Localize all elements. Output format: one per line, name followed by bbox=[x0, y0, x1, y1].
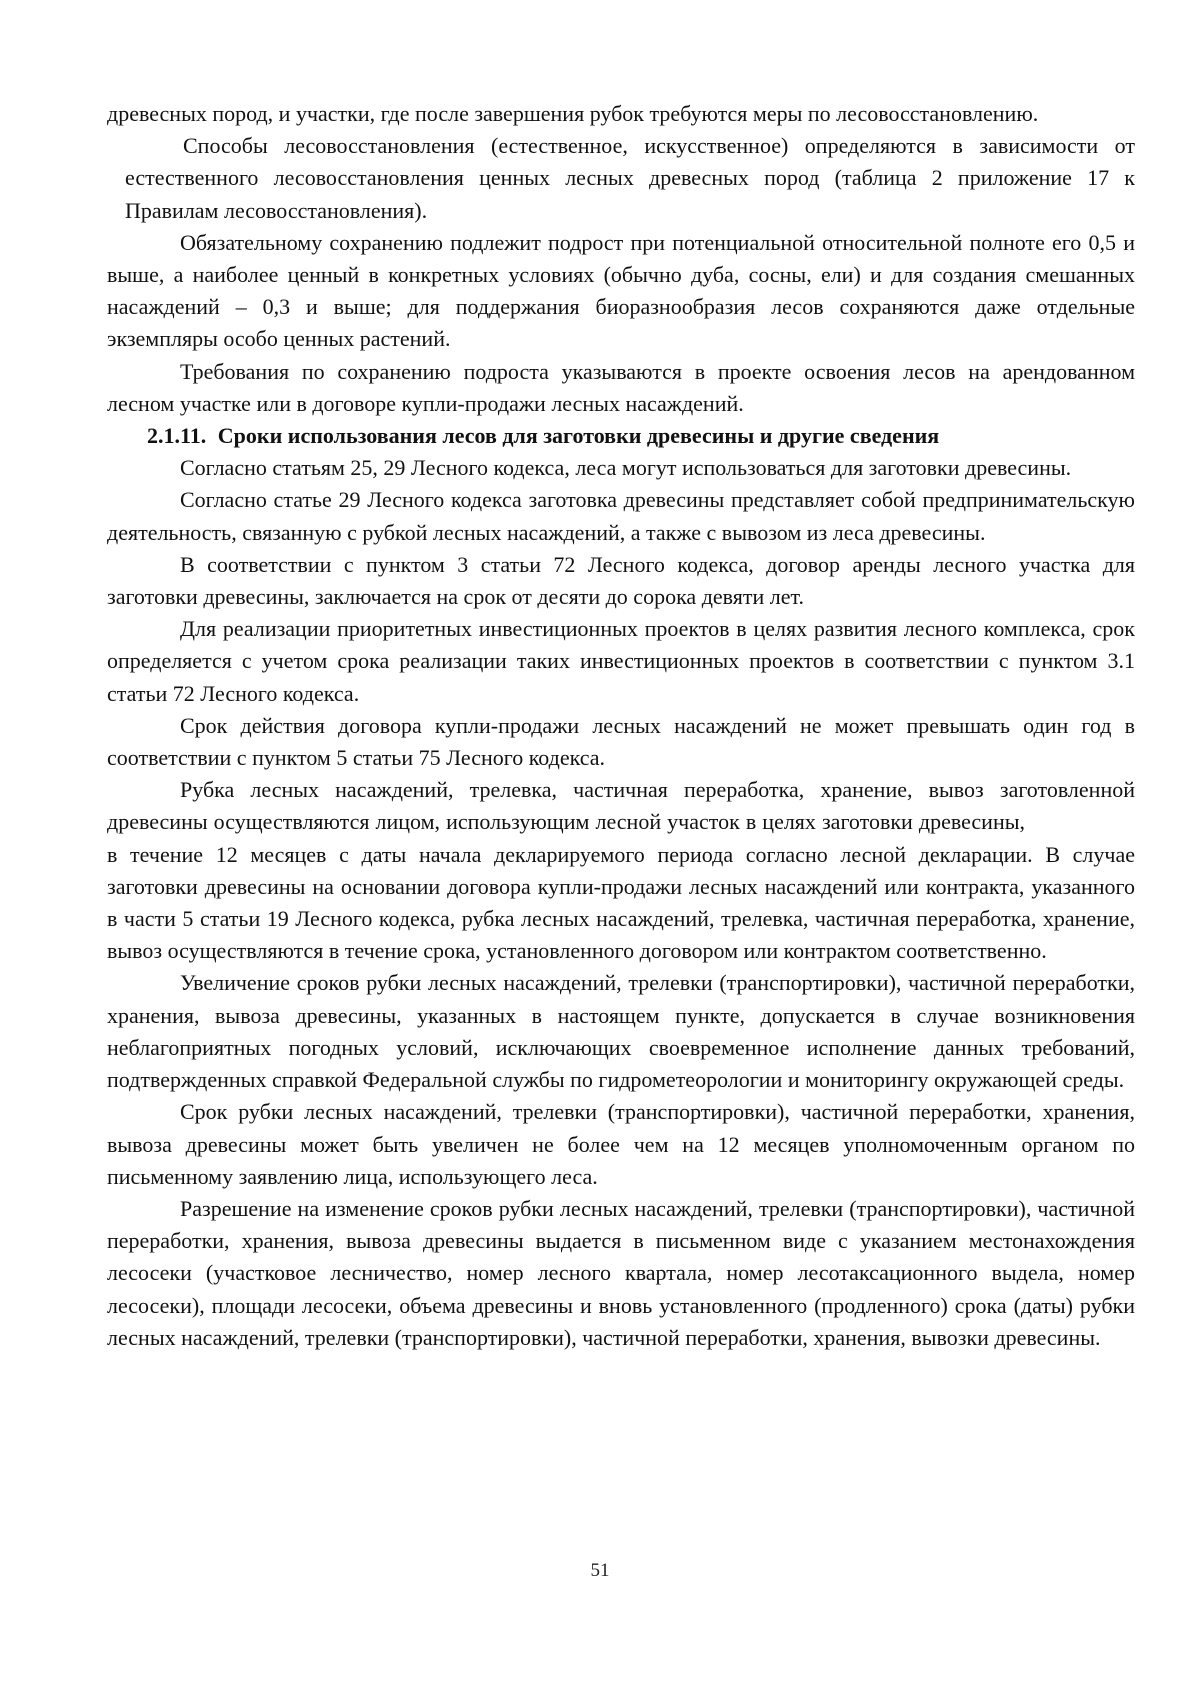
paragraph-change-permission: Разрешение на изменение сроков рубки лесных насаждений, трелевки (транспортировки), частичной переработки, хранения, вывоза древесины выдается в письменном виде с указанием местонахождения лесосеки (участковое лесничество, номер лесного квартала, номер лесотаксационного выдела, номер лесосеки), площади лесосеки, объема древесины и вновь установленного (продленного) срока (даты) рубки лесных насаждений, трелевки (транспортировки), частичной переработки, хранения, вывозки древесины. bbox=[107, 1195, 1135, 1350]
document-page bbox=[107, 98, 1135, 1354]
felling-terms-part-1: Рубка лесных насаждений, трелевка, частичная переработка, хранение, вывоз заготовленной древесины осуществляются лицом, использующим лесной участок в целях заготовки древесины, bbox=[107, 777, 1135, 835]
paragraph-reforestation-methods: Способы лесовосстановления (естественное, искусственное) определяются в зависимости от естественного лесовосстановления ценных лесных древесных пород (таблица 2 приложение 17 к Правилам лесовосстановления). bbox=[125, 133, 1135, 223]
paragraph-undergrowth-preservation: Обязательному сохранению подлежит подрост при потенциальной относительной полноте его 0,5 и выше, а наиболее ценный в конкретных условиях (обычно дуба, сосны, ели) и для создания смешанных насаждений – 0,3 и выше; для поддержания биоразнообразия лесов сохраняются даже отдельные экземпляры особо ценных растений. bbox=[107, 229, 1135, 352]
paragraph-articles-25-29: Согласно статьям 25, 29 Лесного кодекса, леса могут использоваться для заготовки древесины. bbox=[180, 455, 1072, 481]
page-number: 51 bbox=[590, 1560, 610, 1581]
paragraph-continuation: древесных пород, и участки, где после завершения рубок требуются меры по лесовосстановлению. bbox=[107, 101, 1039, 126]
paragraph-term-extension: Увеличение сроков рубки лесных насаждений, трелевки (транспортировки), частичной переработки, хранения, вывоза древесины, указанных в настоящем пункте, допускается в случае возникновения неблагоприятных погодных условий, исключающих своевременное исполнение данных требований, подтвержденных справкой Федеральной службы по гидрометеорологии и мониторингу окружающей среды. bbox=[107, 970, 1135, 1093]
paragraph-undergrowth-requirements: Требования по сохранению подроста указываются в проекте освоения лесов на арендованном лесном участке или в договоре купли-продажи лесных насаждений. bbox=[107, 358, 1135, 416]
paragraph-felling-terms bbox=[107, 774, 1135, 967]
paragraph-lease-term: В соответствии с пунктом 3 статьи 72 Лесного кодекса, договор аренды лесного участка для заготовки древесины, заключается на срок от десяти до сорока девяти лет. bbox=[107, 551, 1135, 610]
paragraph-extension-limit: Срок рубки лесных насаждений, трелевки (транспортировки), частичной переработки, хранения, вывоза древесины может быть увеличен не более чем на 12 месяцев уполномоченным органом по письменному заявлению лица, использующего леса. bbox=[107, 1099, 1135, 1189]
paragraph-sale-contract-term: Срок действия договора купли-продажи лесных насаждений не может превышать один год в соответствии с пунктом 5 статьи 75 Лесного кодекса. bbox=[107, 712, 1135, 771]
section-heading bbox=[107, 420, 1135, 452]
felling-terms-part-2: в течение 12 месяцев с даты начала декларируемого периода согласно лесной декларации. В случае заготовки древесины на основании договора купли-продажи лесных насаждений или контракта, указанного в части 5 статьи 19 Лесного кодекса, рубка лесных насаждений, трелевка, частичная переработка, хранение, вывоз осуществляются в течение срока, установленного договором или контрактом соответственно. bbox=[107, 841, 1135, 964]
paragraph-article-29: Согласно статье 29 Лесного кодекса заготовка древесины представляет собой предпринимательскую деятельность, связанную с рубкой лесных насаждений, а также с вывозом из леса древесины. bbox=[107, 487, 1135, 545]
section-number: 2.1.11. bbox=[147, 423, 207, 449]
section-title: Сроки использования лесов для заготовки древесины и другие сведения bbox=[217, 423, 940, 449]
paragraph-investment-projects: Для реализации приоритетных инвестиционных проектов в целях развития лесного комплекса, срок определяется с учетом срока реализации таких инвестиционных проектов в соответствии с пунктом 3.1 статьи 72 Лесного кодекса. bbox=[107, 616, 1135, 706]
